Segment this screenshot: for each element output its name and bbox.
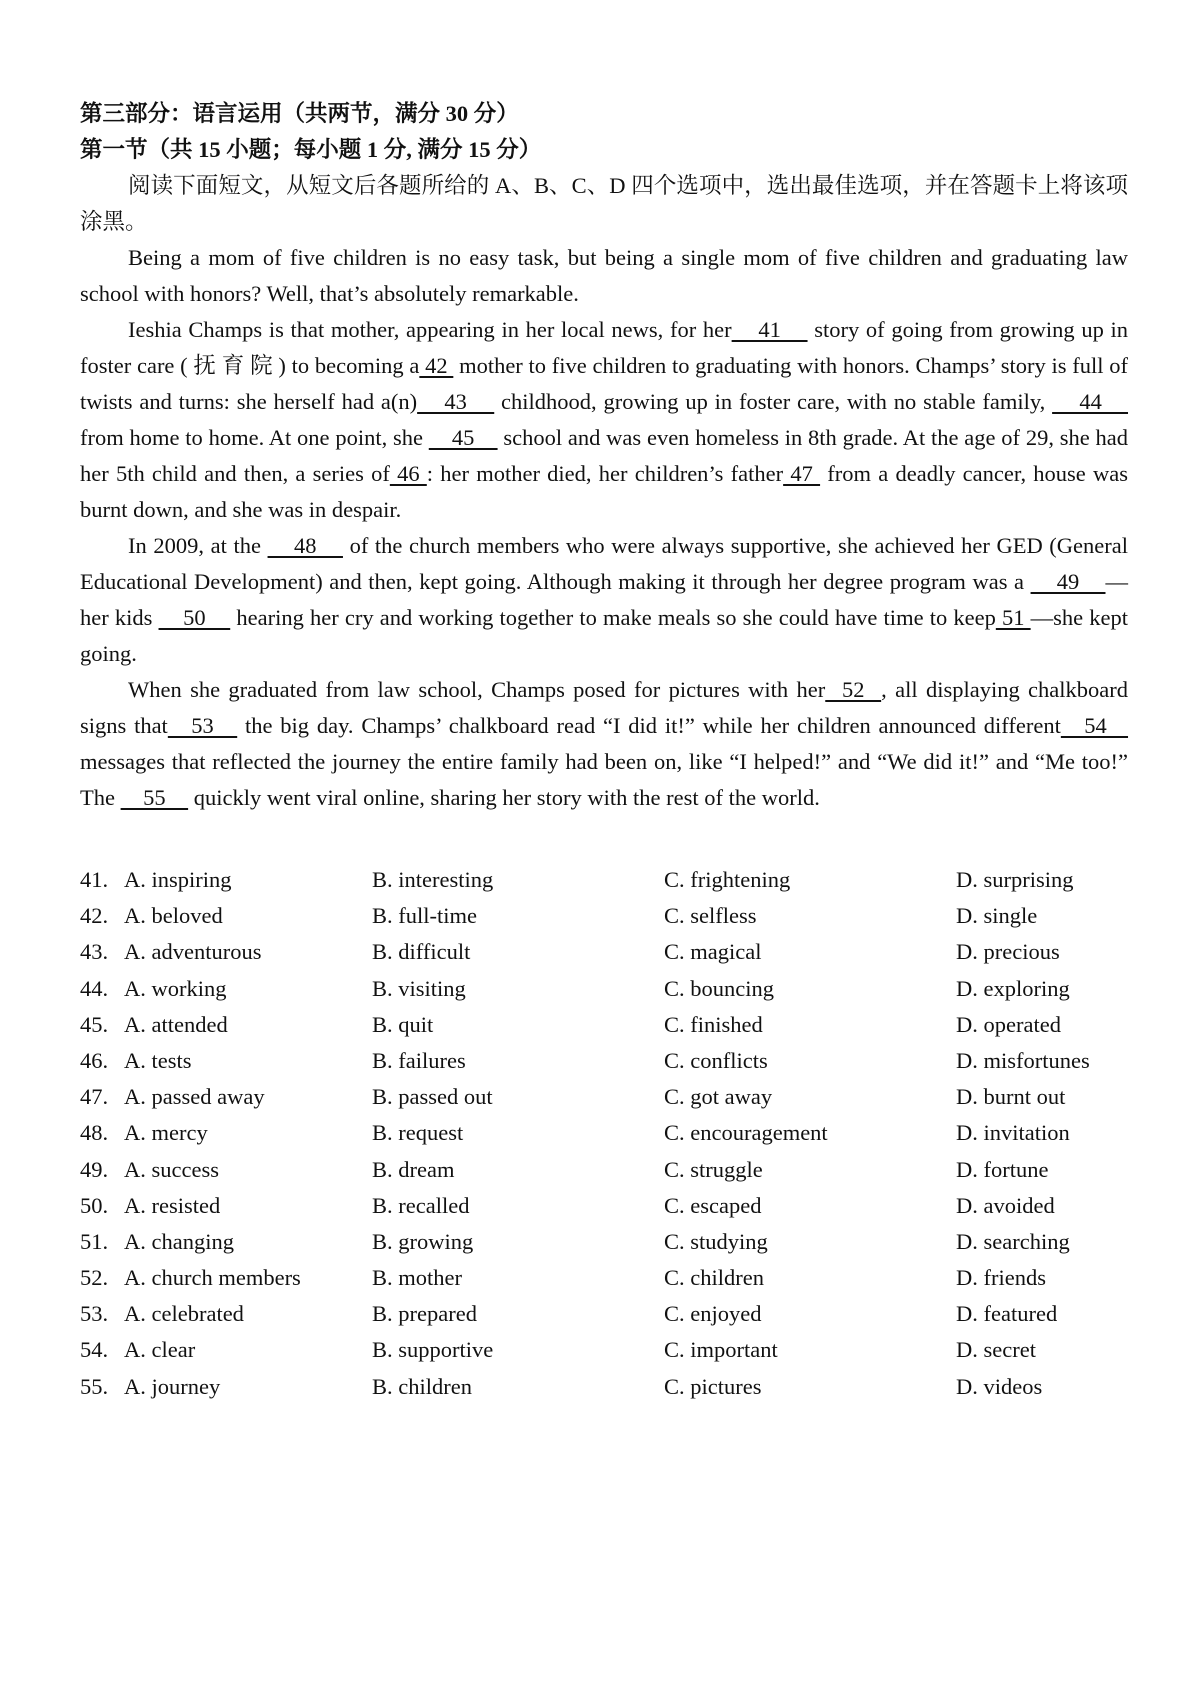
option-b: B. mother [372,1265,462,1291]
blank-48: 48 [267,533,343,558]
question-number: 45. [80,1011,109,1037]
question-number: 41. [80,867,109,892]
question-number: 47. [80,1084,109,1110]
option-d: D. searching [956,1228,1070,1254]
option-c: C. children [664,1265,764,1291]
blank-49: 49 [1030,569,1106,594]
question-number: 48. [80,1120,109,1146]
option-c: C. studying [664,1228,768,1254]
option-d: D. friends [956,1265,1046,1291]
option-d: D. avoided [956,1192,1055,1218]
passage-text: When she graduated from law school, Champs posed for pictures with her [128,677,826,702]
question-number: 44. [80,975,109,1001]
subsection-title: 第一节（共 15 小题；每小题 1 分, 满分 15 分） [80,137,542,162]
option-a: A. working [124,975,227,1001]
question-row [80,1115,1128,1151]
option-c: C. selfless [664,903,757,929]
blank-55: 55 [120,785,189,810]
option-c: C. finished [664,1011,763,1037]
option-a: A. adventurous [124,939,262,965]
option-d: D. videos [956,1373,1043,1399]
option-d: D. secret [956,1337,1036,1363]
passage-paragraph-4 [80,672,1128,816]
option-c: C. encouragement [664,1120,828,1146]
option-a: A. success [124,1156,219,1182]
question-number: 51. [80,1228,109,1254]
option-c: C. enjoyed [664,1301,762,1327]
option-b: B. quit [372,1011,434,1037]
section-title: 第三部分：语言运用（共两节，满分 30 分） [80,101,519,126]
passage-text: messages that reflected the journey the entire family had been on, like “I helped!” and “We did it!” and “Me too!” The [80,749,1128,810]
blank-45: 45 [428,425,498,450]
option-b: B. difficult [372,939,471,965]
exam-page [80,96,1128,816]
passage-text: —she kept going. [80,605,1129,666]
question-row [80,971,1128,1007]
option-d: D. operated [956,1011,1061,1037]
passage-text: hearing her cry and working together to make meals so she could have time to keep [230,605,996,630]
passage-text: the big day. Champs’ chalkboard read “I did it!” while her children announced different [237,713,1061,738]
passage-text: of the church members who were always supportive, she achieved her GED (General Educational Development) and then, kept going. Although making it through her degree program was a [80,533,1128,594]
question-number: 49. [80,1156,109,1182]
blank-41: 41 [731,317,808,342]
passage-paragraph-3 [80,528,1128,672]
option-a: A. changing [124,1228,234,1254]
blank-42: 42 [419,353,454,378]
question-number: 43. [80,939,109,965]
blank-53: 53 [167,713,238,738]
option-a: A. passed away [124,1084,265,1110]
option-a: A. clear [124,1337,196,1363]
option-a: A. tests [124,1047,192,1073]
question-row [80,1332,1128,1368]
passage-text: from a deadly cancer, house was burnt down, and she was in despair. [80,461,1129,522]
option-b: B. interesting [372,867,494,892]
blank-50: 50 [158,605,231,630]
question-row [80,1369,1128,1405]
option-d: D. surprising [956,867,1074,892]
option-b: B. recalled [372,1192,470,1218]
question-number: 54. [80,1337,109,1363]
passage-text: school and was even homeless in 8th grade. At the age of 29, she had her 5th child and then, a series of [80,425,1128,486]
passage-text: childhood, growing up in foster care, with no stable family, [494,389,1053,414]
option-b: B. full-time [372,903,477,929]
blank-54: 54 [1060,713,1129,738]
question-row [80,1043,1128,1079]
option-a: A. church members [124,1265,301,1291]
passage-text: In 2009, at the [128,533,268,558]
passage-text: mother to five children to graduating with honors. Champs’ story is full of twists and turns: she herself had a(n) [80,353,1128,414]
question-number: 53. [80,1301,109,1327]
option-c: C. important [664,1337,778,1363]
option-c: C. pictures [664,1373,762,1399]
question-row [80,1007,1128,1043]
option-a: A. beloved [124,903,223,929]
question-number: 42. [80,903,109,929]
question-options-list [80,862,1128,1405]
option-d: D. fortune [956,1156,1049,1182]
option-d: D. exploring [956,975,1070,1001]
option-b: B. passed out [372,1084,493,1110]
option-c: C. conflicts [664,1047,768,1073]
question-number: 55. [80,1373,109,1399]
blank-44: 44 [1052,389,1129,414]
instruction: 阅读下面短文，从短文后各题所给的 A、B、C、D 四个选项中，选出最佳选项，并在答题卡上将该项涂黑。 [80,173,1128,234]
option-a: A. journey [124,1373,221,1399]
passage-text: : her mother died, her children’s father [426,461,784,486]
passage-text: quickly went viral online, sharing her story with the rest of the world. [188,785,820,810]
option-d: D. single [956,903,1038,929]
option-d: D. invitation [956,1120,1070,1146]
question-row [80,1152,1128,1188]
question-row [80,1079,1128,1115]
question-row [80,862,1128,898]
option-b: B. growing [372,1228,474,1254]
option-c: C. frightening [664,867,791,892]
option-d: D. precious [956,939,1060,965]
option-c: C. magical [664,939,762,965]
passage-paragraph-1: Being a mom of five children is no easy task, but being a single mom of five children and graduating law school with honors? Well, that’s absolutely remarkable. [80,245,1128,306]
blank-47: 47 [783,461,821,486]
blank-52: 52 [825,677,882,702]
passage-text: , all displaying chalkboard signs that [80,677,1128,738]
passage-text: story of going from growing up in foster care ( 抚 育 院 ) to becoming a [80,317,1129,378]
option-a: A. resisted [124,1192,221,1218]
question-row [80,934,1128,970]
option-b: B. supportive [372,1337,494,1363]
blank-51: 51 [995,605,1031,630]
option-a: A. attended [124,1011,228,1037]
option-b: B. request [372,1120,464,1146]
passage-text: —her kids [80,569,1128,630]
option-b: B. dream [372,1156,455,1182]
passage-paragraph-2 [80,312,1128,528]
option-d: D. featured [956,1301,1058,1327]
question-number: 46. [80,1047,109,1073]
option-c: C. bouncing [664,975,774,1001]
question-row [80,1296,1128,1332]
blank-43: 43 [417,389,495,414]
option-b: B. prepared [372,1301,477,1327]
passage-text: from home to home. At one point, she [80,425,429,450]
option-d: D. misfortunes [956,1047,1090,1073]
question-row [80,1224,1128,1260]
option-b: B. failures [372,1047,466,1073]
question-row [80,898,1128,934]
question-row [80,1260,1128,1296]
option-a: A. inspiring [124,867,232,892]
option-c: C. got away [664,1084,773,1110]
question-number: 52. [80,1265,109,1291]
option-a: A. celebrated [124,1301,244,1327]
option-c: C. struggle [664,1156,763,1182]
question-number: 50. [80,1192,109,1218]
blank-46: 46 [389,461,427,486]
option-b: B. children [372,1373,472,1399]
option-c: C. escaped [664,1192,762,1218]
question-row [80,1188,1128,1224]
option-b: B. visiting [372,975,466,1001]
option-d: D. burnt out [956,1084,1066,1110]
option-a: A. mercy [124,1120,208,1146]
passage-text: Ieshia Champs is that mother, appearing in her local news, for her [128,317,732,342]
